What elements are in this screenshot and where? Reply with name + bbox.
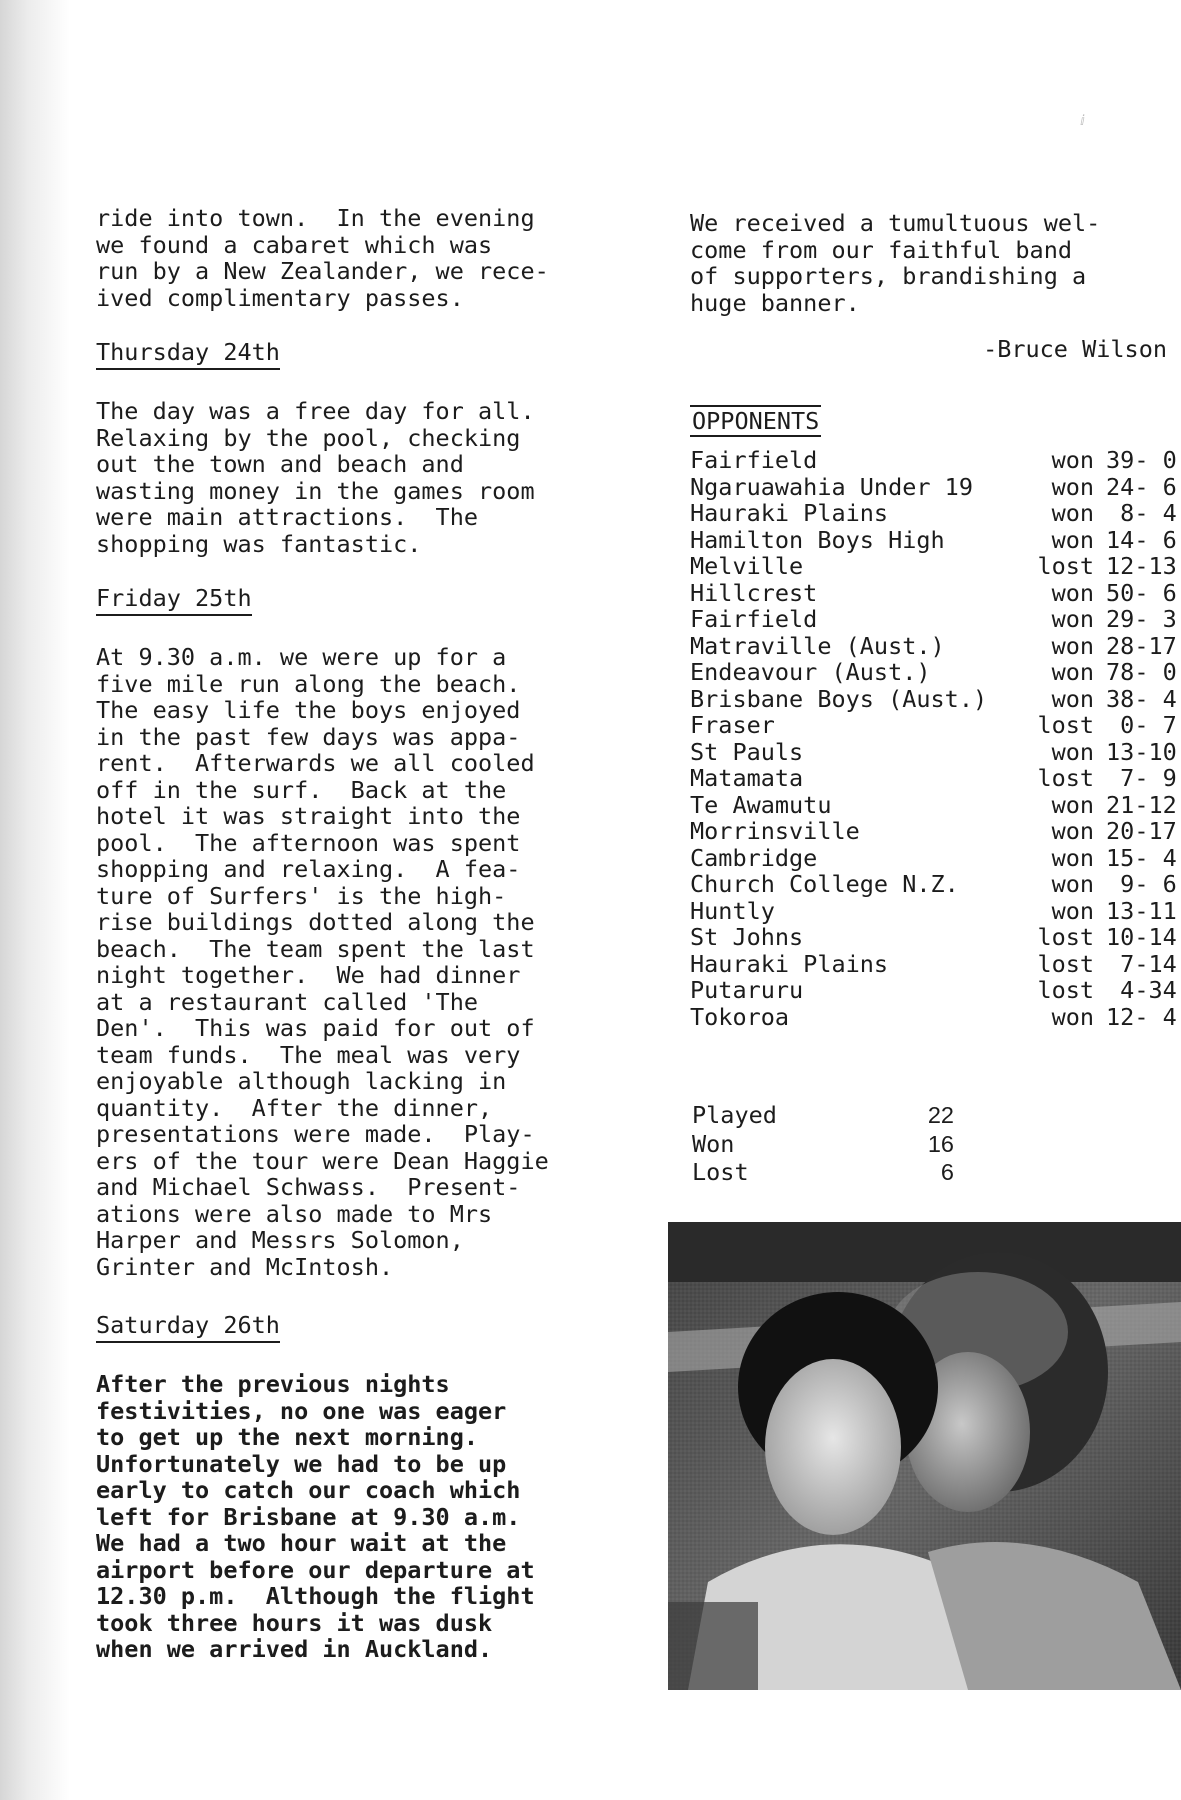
opponent-row xyxy=(690,659,1181,686)
opponent-result: won xyxy=(1051,737,1095,766)
totals-row xyxy=(692,1102,954,1129)
opponents-heading: OPPONENTS xyxy=(692,407,820,435)
opponent-team: Tokoroa xyxy=(690,1002,790,1031)
opponent-team: Fairfield xyxy=(690,605,818,633)
opponent-row xyxy=(690,951,1181,978)
opponent-row xyxy=(690,500,1181,527)
opponent-row xyxy=(690,686,1181,713)
opponent-team: Matamata xyxy=(690,764,804,792)
opponent-team: Ngaruawahia Under 19 xyxy=(690,472,973,501)
opponent-result: lost xyxy=(1037,552,1095,580)
heading-saturday: Saturday 26th xyxy=(96,1312,280,1343)
opponent-score: 8- 4 xyxy=(1106,499,1177,527)
opponent-score: 20-17 xyxy=(1106,817,1177,845)
opponent-row xyxy=(690,553,1181,580)
welcome-paragraph: We received a tumultuous wel- come from our faithful band of supporters, brandishing a huge banner. xyxy=(690,209,1101,317)
opponent-row xyxy=(690,871,1181,898)
opponent-result: won xyxy=(1051,578,1095,607)
opponent-team: Putaruru xyxy=(690,976,804,1004)
opponent-result: lost xyxy=(1037,949,1095,978)
opponent-result: won xyxy=(1051,446,1095,474)
opponent-result: lost xyxy=(1037,711,1095,739)
opponent-result: won xyxy=(1051,843,1095,872)
totals-label: Lost xyxy=(692,1158,749,1186)
totals-row xyxy=(692,1159,954,1186)
opponent-result: won xyxy=(1051,896,1095,925)
opponent-team: Brisbane Boys (Aust.) xyxy=(690,684,988,713)
page-edge-shadow xyxy=(0,0,70,1800)
opponent-row xyxy=(690,633,1181,660)
opponent-score: 12-13 xyxy=(1106,552,1177,580)
totals-value: 16 xyxy=(927,1130,954,1157)
left-column xyxy=(96,205,656,1663)
opponent-team: St Johns xyxy=(690,923,804,951)
opponent-team: Fraser xyxy=(690,711,775,739)
opponent-team: Huntly xyxy=(690,896,775,925)
opponent-result: won xyxy=(1051,817,1095,845)
opponent-score: 9- 6 xyxy=(1106,870,1177,898)
opponent-score: 10-14 xyxy=(1106,923,1177,951)
opponent-score: 7-14 xyxy=(1106,949,1177,978)
opponent-score: 50- 6 xyxy=(1106,578,1177,607)
heading-thursday: Thursday 24th xyxy=(96,339,280,370)
opponent-team: Endeavour (Aust.) xyxy=(690,658,931,686)
opponent-row xyxy=(690,712,1181,739)
opponent-result: lost xyxy=(1037,764,1095,792)
opponent-result: won xyxy=(1051,472,1095,501)
opponent-score: 7- 9 xyxy=(1106,764,1177,792)
opponents-table xyxy=(690,447,1181,1030)
opponent-score: 13-11 xyxy=(1106,896,1177,925)
friday-paragraph: At 9.30 a.m. we were up for a five mile run along the beach. The easy life the boys enjoyed in the past few days was appa- rent. Afterwards we all cooled off in the surf. Back at the hotel it was straight into the pool. The afternoon was spent shopping and relaxing. A fea- ture of Surfers' is the high- rise buildings dotted along the beach. The team spent the last night together. We had dinner at a restaurant called 'The Den'. This was paid for out of team funds. The meal was very enjoyable although lacking in quantity. After the dinner, presentations were made. Play- ers of the tour were Dean Haggie and Michael Schwass. Present- ations were also made to Mrs Harper and Messrs Solomon, Grinter and McIntosh. xyxy=(96,643,549,1281)
opponent-result: won xyxy=(1051,525,1095,554)
opponent-team: Hauraki Plains xyxy=(690,949,889,978)
opponent-score: 15- 4 xyxy=(1106,843,1177,872)
opponent-row xyxy=(690,845,1181,872)
opponent-row xyxy=(690,765,1181,792)
opponent-result: won xyxy=(1051,684,1095,713)
opponent-score: 14- 6 xyxy=(1106,525,1177,554)
opponent-result: won xyxy=(1051,605,1095,633)
opponent-result: won xyxy=(1051,658,1095,686)
scan-speck: ⅈ xyxy=(1080,112,1085,128)
heading-friday: Friday 25th xyxy=(96,585,252,616)
opponent-team: Hauraki Plains xyxy=(690,499,889,527)
opponent-result: lost xyxy=(1037,923,1095,951)
opponent-row xyxy=(690,447,1181,474)
opponent-result: won xyxy=(1051,1002,1095,1031)
totals-label: Played xyxy=(692,1101,777,1129)
opponent-score: 21-12 xyxy=(1106,790,1177,819)
totals-label: Won xyxy=(692,1129,735,1158)
opponent-row xyxy=(690,898,1181,925)
opponent-score: 0- 7 xyxy=(1106,711,1177,739)
saturday-paragraph: After the previous nights festivities, no one was eager to get up the next morning. Unfortunately we had to be up early to catch our coach which left for Brisbane at 9.30 a.m. We had a two hour wait at the airport before our departure at 12.30 p.m. Although the flight took three hours it was dusk when we arrived in Auckland. xyxy=(96,1370,535,1663)
opponent-team: Church College N.Z. xyxy=(690,870,959,898)
team-photo xyxy=(668,1222,1181,1690)
opponent-row xyxy=(690,977,1181,1004)
opponent-team: Matraville (Aust.) xyxy=(690,631,945,660)
opponent-row xyxy=(690,792,1181,819)
opponent-score: 24- 6 xyxy=(1106,472,1177,501)
opponent-team: Hillcrest xyxy=(690,578,818,607)
opponent-team: Hamilton Boys High xyxy=(690,525,945,554)
opponent-row xyxy=(690,818,1181,845)
opponent-row xyxy=(690,739,1181,766)
opponent-row xyxy=(690,924,1181,951)
opponent-row xyxy=(690,1004,1181,1031)
intro-paragraph: ride into town. In the evening we found a cabaret which was run by a New Zealander, we rece- ived complimentary passes. xyxy=(96,204,549,312)
opponent-team: Morrinsville xyxy=(690,817,860,845)
opponent-score: 39- 0 xyxy=(1106,446,1177,474)
thursday-paragraph: The day was a free day for all. Relaxing by the pool, checking out the town and beach and wasting money in the games room were main attractions. The shopping was fantastic. xyxy=(96,397,535,558)
opponent-score: 78- 0 xyxy=(1106,658,1177,686)
opponent-score: 12- 4 xyxy=(1106,1002,1177,1031)
right-column xyxy=(690,210,1181,1188)
opponent-result: won xyxy=(1051,870,1095,898)
opponent-team: Te Awamutu xyxy=(690,790,832,819)
totals-value: 22 xyxy=(927,1102,954,1128)
opponent-result: won xyxy=(1051,790,1095,819)
opponent-team: Cambridge xyxy=(690,843,818,872)
opponent-row xyxy=(690,580,1181,607)
opponent-score: 13-10 xyxy=(1106,737,1177,766)
totals-table xyxy=(690,1100,956,1188)
opponent-team: Fairfield xyxy=(690,446,818,474)
author-signature: -Bruce Wilson xyxy=(983,335,1167,363)
opponent-team: Melville xyxy=(690,552,804,580)
opponent-result: lost xyxy=(1037,976,1095,1004)
opponent-row xyxy=(690,527,1181,554)
opponent-row xyxy=(690,606,1181,633)
opponent-result: won xyxy=(1051,499,1095,527)
opponent-score: 38- 4 xyxy=(1106,684,1177,713)
opponent-score: 29- 3 xyxy=(1106,605,1177,633)
totals-value: 6 xyxy=(940,1159,954,1185)
opponent-team: St Pauls xyxy=(690,737,804,766)
opponent-score: 4-34 xyxy=(1106,976,1177,1004)
totals-row xyxy=(692,1131,954,1158)
opponent-result: won xyxy=(1051,631,1095,660)
opponent-score: 28-17 xyxy=(1106,631,1177,660)
opponent-row xyxy=(690,474,1181,501)
